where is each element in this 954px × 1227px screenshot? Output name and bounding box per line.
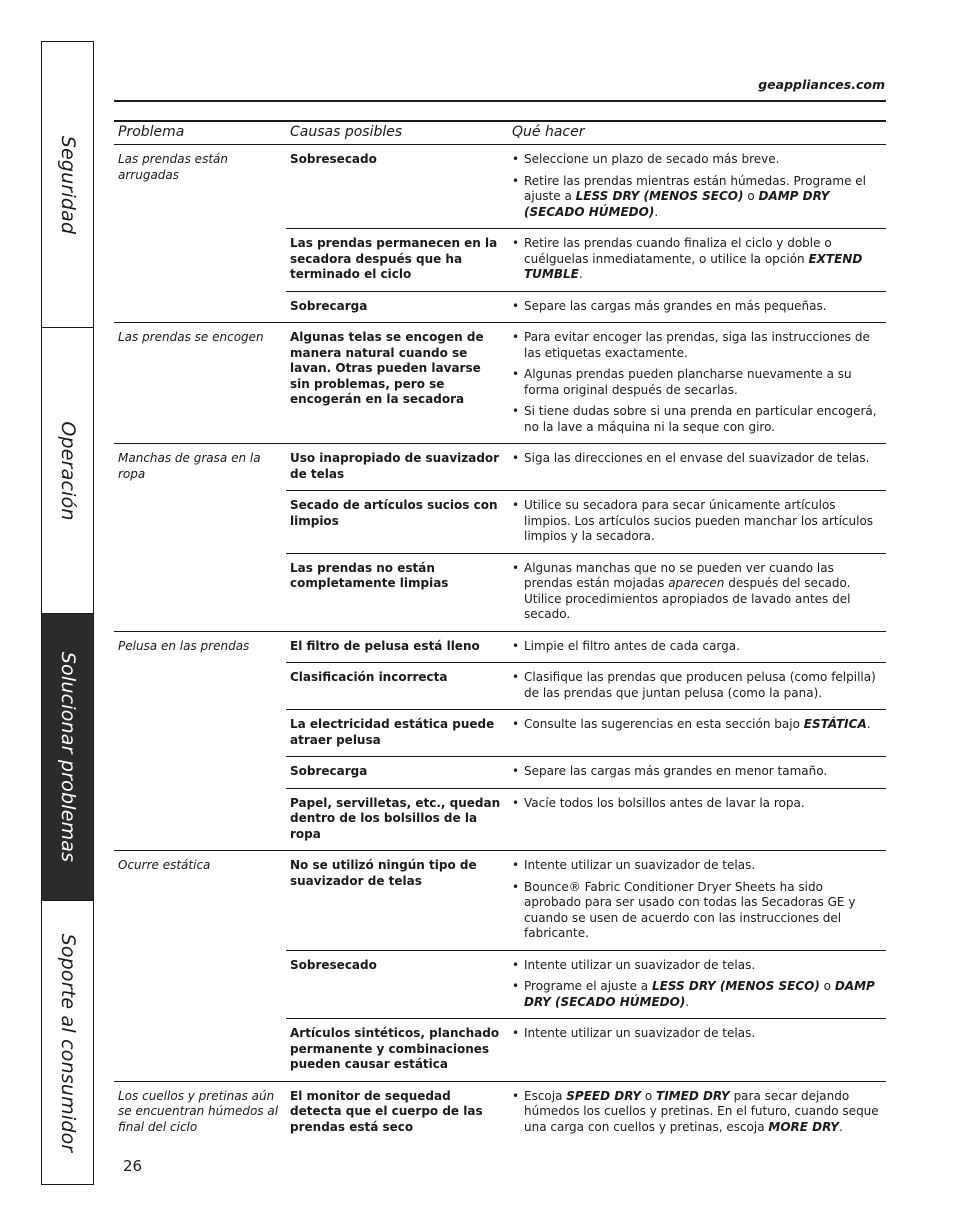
table-row bbox=[114, 851, 886, 951]
action-item: • Limpie el filtro antes de cada carga. bbox=[512, 639, 882, 655]
column-header: Qué hacer bbox=[508, 121, 886, 145]
action-list bbox=[512, 764, 882, 780]
action-list bbox=[512, 958, 882, 1011]
action-item: • Intente utilizar un suavizador de telas. bbox=[512, 958, 882, 974]
cause-cell: Clasificación incorrecta bbox=[286, 663, 508, 710]
action-item: • Si tiene dudas sobre si una prenda en particular encogerá, no la lave a máquina ni la seque con giro. bbox=[512, 404, 882, 435]
action-item: • Para evitar encoger las prendas, siga las instrucciones de las etiquetas exactamente. bbox=[512, 330, 882, 361]
cause-cell: Artículos sintéticos, planchado permanente y combinaciones pueden causar estática bbox=[286, 1019, 508, 1082]
action-cell bbox=[508, 631, 886, 663]
action-cell bbox=[508, 229, 886, 292]
column-header: Causas posibles bbox=[286, 121, 508, 145]
action-item: • Intente utilizar un suavizador de telas. bbox=[512, 858, 882, 874]
section-sidebar bbox=[41, 41, 94, 1185]
action-item: • Programe el ajuste a LESS DRY (MENOS SECO) o DAMP DRY (SECADO HÚMEDO). bbox=[512, 979, 882, 1010]
action-item: • Escoja SPEED DRY o TIMED DRY para secar dejando húmedos los cuellos y pretinas. En el futuro, cuando seque una carga con cuellos y pretinas, escoja MORE DRY. bbox=[512, 1089, 882, 1136]
action-item: • Vacíe todos los bolsillos antes de lavar la ropa. bbox=[512, 796, 882, 812]
cause-cell: El filtro de pelusa está lleno bbox=[286, 631, 508, 663]
cause-cell: La electricidad estática puede atraer pelusa bbox=[286, 710, 508, 757]
action-cell bbox=[508, 553, 886, 631]
action-item: • Retire las prendas cuando finaliza el ciclo y doble o cuélguelas inmediatamente, o utilice la opción EXTEND TUMBLE. bbox=[512, 236, 882, 283]
table-row bbox=[114, 631, 886, 663]
action-item: • Intente utilizar un suavizador de telas. bbox=[512, 1026, 882, 1042]
cause-cell: El monitor de sequedad detecta que el cuerpo de las prendas está seco bbox=[286, 1081, 508, 1143]
cause-cell: Algunas telas se encogen de manera natural cuando se lavan. Otras pueden lavarse sin problemas, pero se encogerán en la secadora bbox=[286, 323, 508, 444]
header-rule bbox=[114, 100, 886, 102]
action-cell bbox=[508, 1019, 886, 1082]
table-row bbox=[114, 1081, 886, 1143]
action-item: • Algunas manchas que no se pueden ver cuando las prendas están mojadas aparecen después del secado. Utilice procedimientos apropiados de lavado antes del secado. bbox=[512, 561, 882, 623]
cause-cell: Las prendas permanecen en la secadora después que ha terminado el ciclo bbox=[286, 229, 508, 292]
tab-seguridad[interactable] bbox=[42, 42, 93, 328]
problem-cell: Ocurre estática bbox=[114, 851, 286, 1082]
action-list bbox=[512, 451, 882, 467]
tab-operacion[interactable] bbox=[42, 328, 93, 614]
action-list bbox=[512, 236, 882, 283]
column-header: Problema bbox=[114, 121, 286, 145]
table-body bbox=[114, 145, 886, 1144]
action-list bbox=[512, 858, 882, 942]
cause-cell: Las prendas no están completamente limpias bbox=[286, 553, 508, 631]
action-item: • Utilice su secadora para secar únicamente artículos limpios. Los artículos sucios pueden manchar los artículos limpios y la secadora. bbox=[512, 498, 882, 545]
action-cell bbox=[508, 788, 886, 851]
action-list bbox=[512, 1089, 882, 1136]
problem-cell: Los cuellos y pretinas aún se encuentran húmedos al final del ciclo bbox=[114, 1081, 286, 1143]
cause-cell: No se utilizó ningún tipo de suavizador de telas bbox=[286, 851, 508, 951]
action-cell bbox=[508, 710, 886, 757]
action-list bbox=[512, 561, 882, 623]
tab-label: Soporte al consumidor bbox=[56, 933, 79, 1152]
site-url: geappliances.com bbox=[758, 77, 885, 92]
action-item: • Consulte las sugerencias en esta sección bajo ESTÁTICA. bbox=[512, 717, 882, 733]
action-item: • Separe las cargas más grandes en menor tamaño. bbox=[512, 764, 882, 780]
action-item: • Separe las cargas más grandes en más pequeñas. bbox=[512, 299, 882, 315]
action-item: • Bounce® Fabric Conditioner Dryer Sheets ha sido aprobado para ser usado con todas las Secadoras GE y cuando se usen de acuerdo con las instrucciones del fabricante. bbox=[512, 880, 882, 942]
problem-cell: Las prendas están arrugadas bbox=[114, 145, 286, 323]
action-list bbox=[512, 498, 882, 545]
table-row bbox=[114, 145, 886, 229]
action-cell bbox=[508, 491, 886, 554]
action-list bbox=[512, 796, 882, 812]
action-list bbox=[512, 330, 882, 435]
tab-solucionar-problemas[interactable] bbox=[42, 614, 93, 901]
cause-cell: Sobresecado bbox=[286, 950, 508, 1019]
tab-label: Seguridad bbox=[56, 135, 79, 234]
action-list bbox=[512, 299, 882, 315]
action-item: • Clasifique las prendas que producen pelusa (como felpilla) de las prendas que juntan pelusa (como la pana). bbox=[512, 670, 882, 701]
action-cell bbox=[508, 950, 886, 1019]
action-item: • Retire las prendas mientras están húmedas. Programe el ajuste a LESS DRY (MENOS SECO) o DAMP DRY (SECADO HÚMEDO). bbox=[512, 174, 882, 221]
action-cell bbox=[508, 851, 886, 951]
action-list bbox=[512, 717, 882, 733]
action-item: • Siga las direcciones en el envase del suavizador de telas. bbox=[512, 451, 882, 467]
problem-cell: Las prendas se encogen bbox=[114, 323, 286, 444]
action-list bbox=[512, 152, 882, 220]
table-row bbox=[114, 444, 886, 491]
action-cell bbox=[508, 444, 886, 491]
table-header-row bbox=[114, 121, 886, 145]
action-list bbox=[512, 639, 882, 655]
tab-label: Operación bbox=[56, 420, 79, 521]
action-cell bbox=[508, 291, 886, 323]
page-number: 26 bbox=[123, 1157, 143, 1175]
cause-cell: Secado de artículos sucios con limpios bbox=[286, 491, 508, 554]
action-cell bbox=[508, 145, 886, 229]
action-item: • Seleccione un plazo de secado más breve. bbox=[512, 152, 882, 168]
cause-cell: Sobrecarga bbox=[286, 757, 508, 789]
action-cell bbox=[508, 757, 886, 789]
action-list bbox=[512, 1026, 882, 1042]
cause-cell: Uso inapropiado de suavizador de telas bbox=[286, 444, 508, 491]
action-cell bbox=[508, 663, 886, 710]
tab-soporte-al-consumidor[interactable] bbox=[42, 901, 93, 1184]
table-row bbox=[114, 323, 886, 444]
action-list bbox=[512, 670, 882, 701]
action-item: • Algunas prendas pueden plancharse nuevamente a su forma original después de secarlas. bbox=[512, 367, 882, 398]
cause-cell: Sobresecado bbox=[286, 145, 508, 229]
action-cell bbox=[508, 323, 886, 444]
cause-cell: Sobrecarga bbox=[286, 291, 508, 323]
cause-cell: Papel, servilletas, etc., quedan dentro de los bolsillos de la ropa bbox=[286, 788, 508, 851]
problem-cell: Manchas de grasa en la ropa bbox=[114, 444, 286, 632]
problem-cell: Pelusa en las prendas bbox=[114, 631, 286, 851]
tab-label: Solucionar problemas bbox=[56, 651, 79, 863]
action-cell bbox=[508, 1081, 886, 1143]
troubleshooting-table bbox=[114, 120, 886, 1143]
